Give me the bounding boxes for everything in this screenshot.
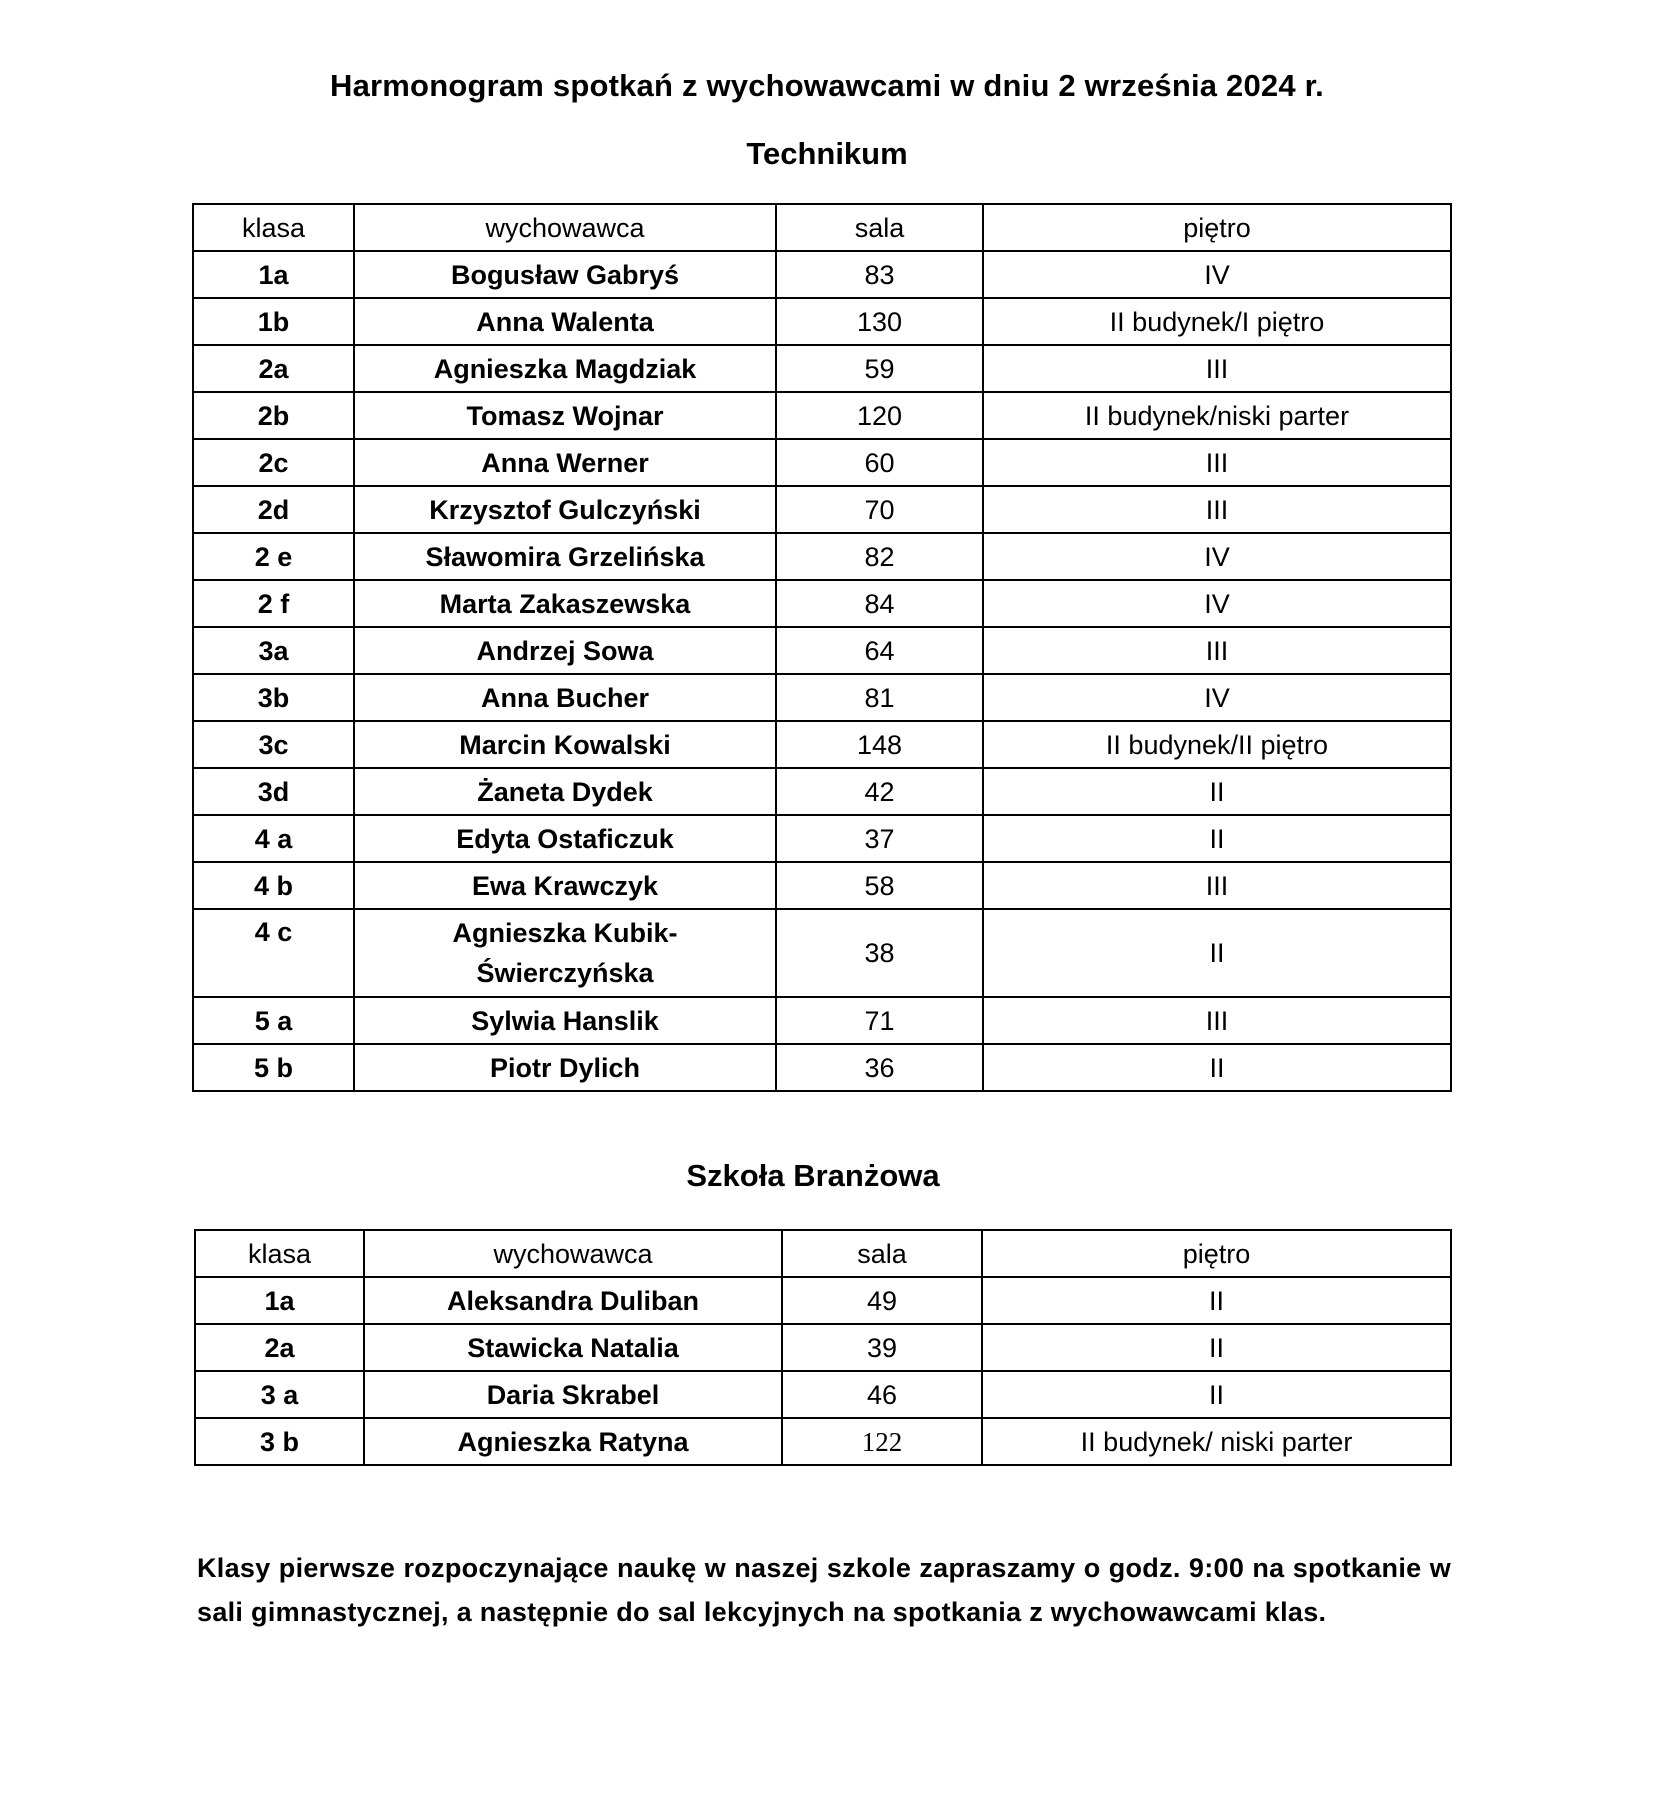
floor-cell: III (983, 486, 1451, 533)
room-cell: 81 (776, 674, 983, 721)
table-row (195, 1277, 1451, 1324)
floor-cell: II (983, 1044, 1451, 1091)
class-cell: 5 b (193, 1044, 354, 1091)
class-cell: 2c (193, 439, 354, 486)
teacher-cell: Stawicka Natalia (364, 1324, 782, 1371)
teacher-cell: Marcin Kowalski (354, 721, 776, 768)
branzowa-table (194, 1229, 1452, 1466)
room-cell: 59 (776, 345, 983, 392)
column-header-pietro: piętro (982, 1230, 1451, 1277)
column-header-wychowawca: wychowawca (354, 204, 776, 251)
room-cell: 71 (776, 997, 983, 1044)
class-cell: 4 b (193, 862, 354, 909)
teacher-cell: Anna Walenta (354, 298, 776, 345)
floor-cell: IV (983, 580, 1451, 627)
room-cell: 122 (782, 1418, 982, 1465)
table-row (193, 439, 1451, 486)
floor-cell: III (983, 627, 1451, 674)
floor-cell: II budynek/II piętro (983, 721, 1451, 768)
floor-cell: IV (983, 533, 1451, 580)
section-heading-technikum: Technikum (746, 136, 908, 171)
table-header-row (195, 1230, 1451, 1277)
table-row (193, 909, 1451, 997)
class-cell: 2b (193, 392, 354, 439)
table-row (195, 1324, 1451, 1371)
teacher-cell: Ewa Krawczyk (354, 862, 776, 909)
teacher-cell: Agnieszka Ratyna (364, 1418, 782, 1465)
room-cell: 130 (776, 298, 983, 345)
column-header-wychowawca: wychowawca (364, 1230, 782, 1277)
room-cell: 36 (776, 1044, 983, 1091)
room-cell: 64 (776, 627, 983, 674)
teacher-cell: Bogusław Gabryś (354, 251, 776, 298)
table-row (193, 486, 1451, 533)
class-cell: 2 e (193, 533, 354, 580)
teacher-cell: Sylwia Hanslik (354, 997, 776, 1044)
teacher-cell: Aleksandra Duliban (364, 1277, 782, 1324)
floor-cell: II budynek/niski parter (983, 392, 1451, 439)
table-row (195, 1371, 1451, 1418)
table-row (193, 627, 1451, 674)
class-cell: 1a (195, 1277, 364, 1324)
technikum-table (192, 203, 1452, 1092)
class-cell: 2d (193, 486, 354, 533)
floor-cell: II budynek/ niski parter (982, 1418, 1451, 1465)
floor-cell: II (983, 909, 1451, 997)
class-cell: 3 a (195, 1371, 364, 1418)
class-cell: 3b (193, 674, 354, 721)
floor-cell: IV (983, 251, 1451, 298)
floor-cell: III (983, 345, 1451, 392)
class-cell: 5 a (193, 997, 354, 1044)
class-cell: 2 f (193, 580, 354, 627)
floor-cell: II (982, 1371, 1451, 1418)
teacher-cell: Sławomira Grzelińska (354, 533, 776, 580)
column-header-klasa: klasa (195, 1230, 364, 1277)
teacher-cell (354, 909, 776, 997)
floor-cell: II (983, 768, 1451, 815)
table-row (193, 392, 1451, 439)
teacher-name-line-1: Agnieszka Kubik- (452, 918, 678, 948)
room-cell: 120 (776, 392, 983, 439)
room-cell: 38 (776, 909, 983, 997)
class-cell: 3 b (195, 1418, 364, 1465)
table-row (193, 251, 1451, 298)
room-cell: 70 (776, 486, 983, 533)
table-row (193, 768, 1451, 815)
teacher-cell: Piotr Dylich (354, 1044, 776, 1091)
document-title: Harmonogram spotkań z wychowawcami w dniu 2 września 2024 r. (330, 68, 1324, 103)
column-header-sala: sala (776, 204, 983, 251)
column-header-pietro: piętro (983, 204, 1451, 251)
section-heading-branzowa: Szkoła Branżowa (686, 1158, 940, 1193)
teacher-cell: Edyta Ostaficzuk (354, 815, 776, 862)
teacher-cell: Marta Zakaszewska (354, 580, 776, 627)
floor-cell: II budynek/I piętro (983, 298, 1451, 345)
teacher-cell: Andrzej Sowa (354, 627, 776, 674)
room-cell: 39 (782, 1324, 982, 1371)
room-cell: 58 (776, 862, 983, 909)
teacher-cell: Daria Skrabel (364, 1371, 782, 1418)
room-cell: 60 (776, 439, 983, 486)
table-row (193, 298, 1451, 345)
room-cell: 37 (776, 815, 983, 862)
column-header-klasa: klasa (193, 204, 354, 251)
table-row (193, 862, 1451, 909)
class-cell: 2a (193, 345, 354, 392)
floor-cell: III (983, 862, 1451, 909)
floor-cell: III (983, 997, 1451, 1044)
teacher-cell: Krzysztof Gulczyński (354, 486, 776, 533)
class-cell: 2a (195, 1324, 364, 1371)
floor-cell: II (982, 1277, 1451, 1324)
table-header-row (193, 204, 1451, 251)
table-row (193, 674, 1451, 721)
teacher-name-line-2: Świerczyńska (476, 958, 654, 988)
table-row (195, 1418, 1451, 1465)
room-cell: 42 (776, 768, 983, 815)
room-cell: 148 (776, 721, 983, 768)
teacher-cell: Anna Bucher (354, 674, 776, 721)
teacher-cell: Żaneta Dydek (354, 768, 776, 815)
class-cell: 4 a (193, 815, 354, 862)
class-cell: 1b (193, 298, 354, 345)
footer-note: Klasy pierwsze rozpoczynające naukę w naszej szkole zapraszamy o godz. 9:00 na spotkanie w sali gimnastycznej, a następnie do sal lekcyjnych na spotkania z wychowawcami klas. (197, 1553, 1451, 1627)
floor-cell: IV (983, 674, 1451, 721)
class-cell: 3c (193, 721, 354, 768)
table-row (193, 580, 1451, 627)
class-cell: 4 c (193, 909, 354, 997)
room-cell: 82 (776, 533, 983, 580)
class-cell: 1a (193, 251, 354, 298)
teacher-cell: Agnieszka Magdziak (354, 345, 776, 392)
floor-cell: II (982, 1324, 1451, 1371)
floor-cell: III (983, 439, 1451, 486)
room-cell: 49 (782, 1277, 982, 1324)
room-cell: 84 (776, 580, 983, 627)
table-row (193, 815, 1451, 862)
teacher-cell: Anna Werner (354, 439, 776, 486)
class-cell: 3d (193, 768, 354, 815)
class-cell: 3a (193, 627, 354, 674)
teacher-cell: Tomasz Wojnar (354, 392, 776, 439)
table-row (193, 721, 1451, 768)
table-row (193, 997, 1451, 1044)
table-row (193, 1044, 1451, 1091)
room-cell: 46 (782, 1371, 982, 1418)
table-row (193, 533, 1451, 580)
room-cell: 83 (776, 251, 983, 298)
floor-cell: II (983, 815, 1451, 862)
table-row (193, 345, 1451, 392)
column-header-sala: sala (782, 1230, 982, 1277)
